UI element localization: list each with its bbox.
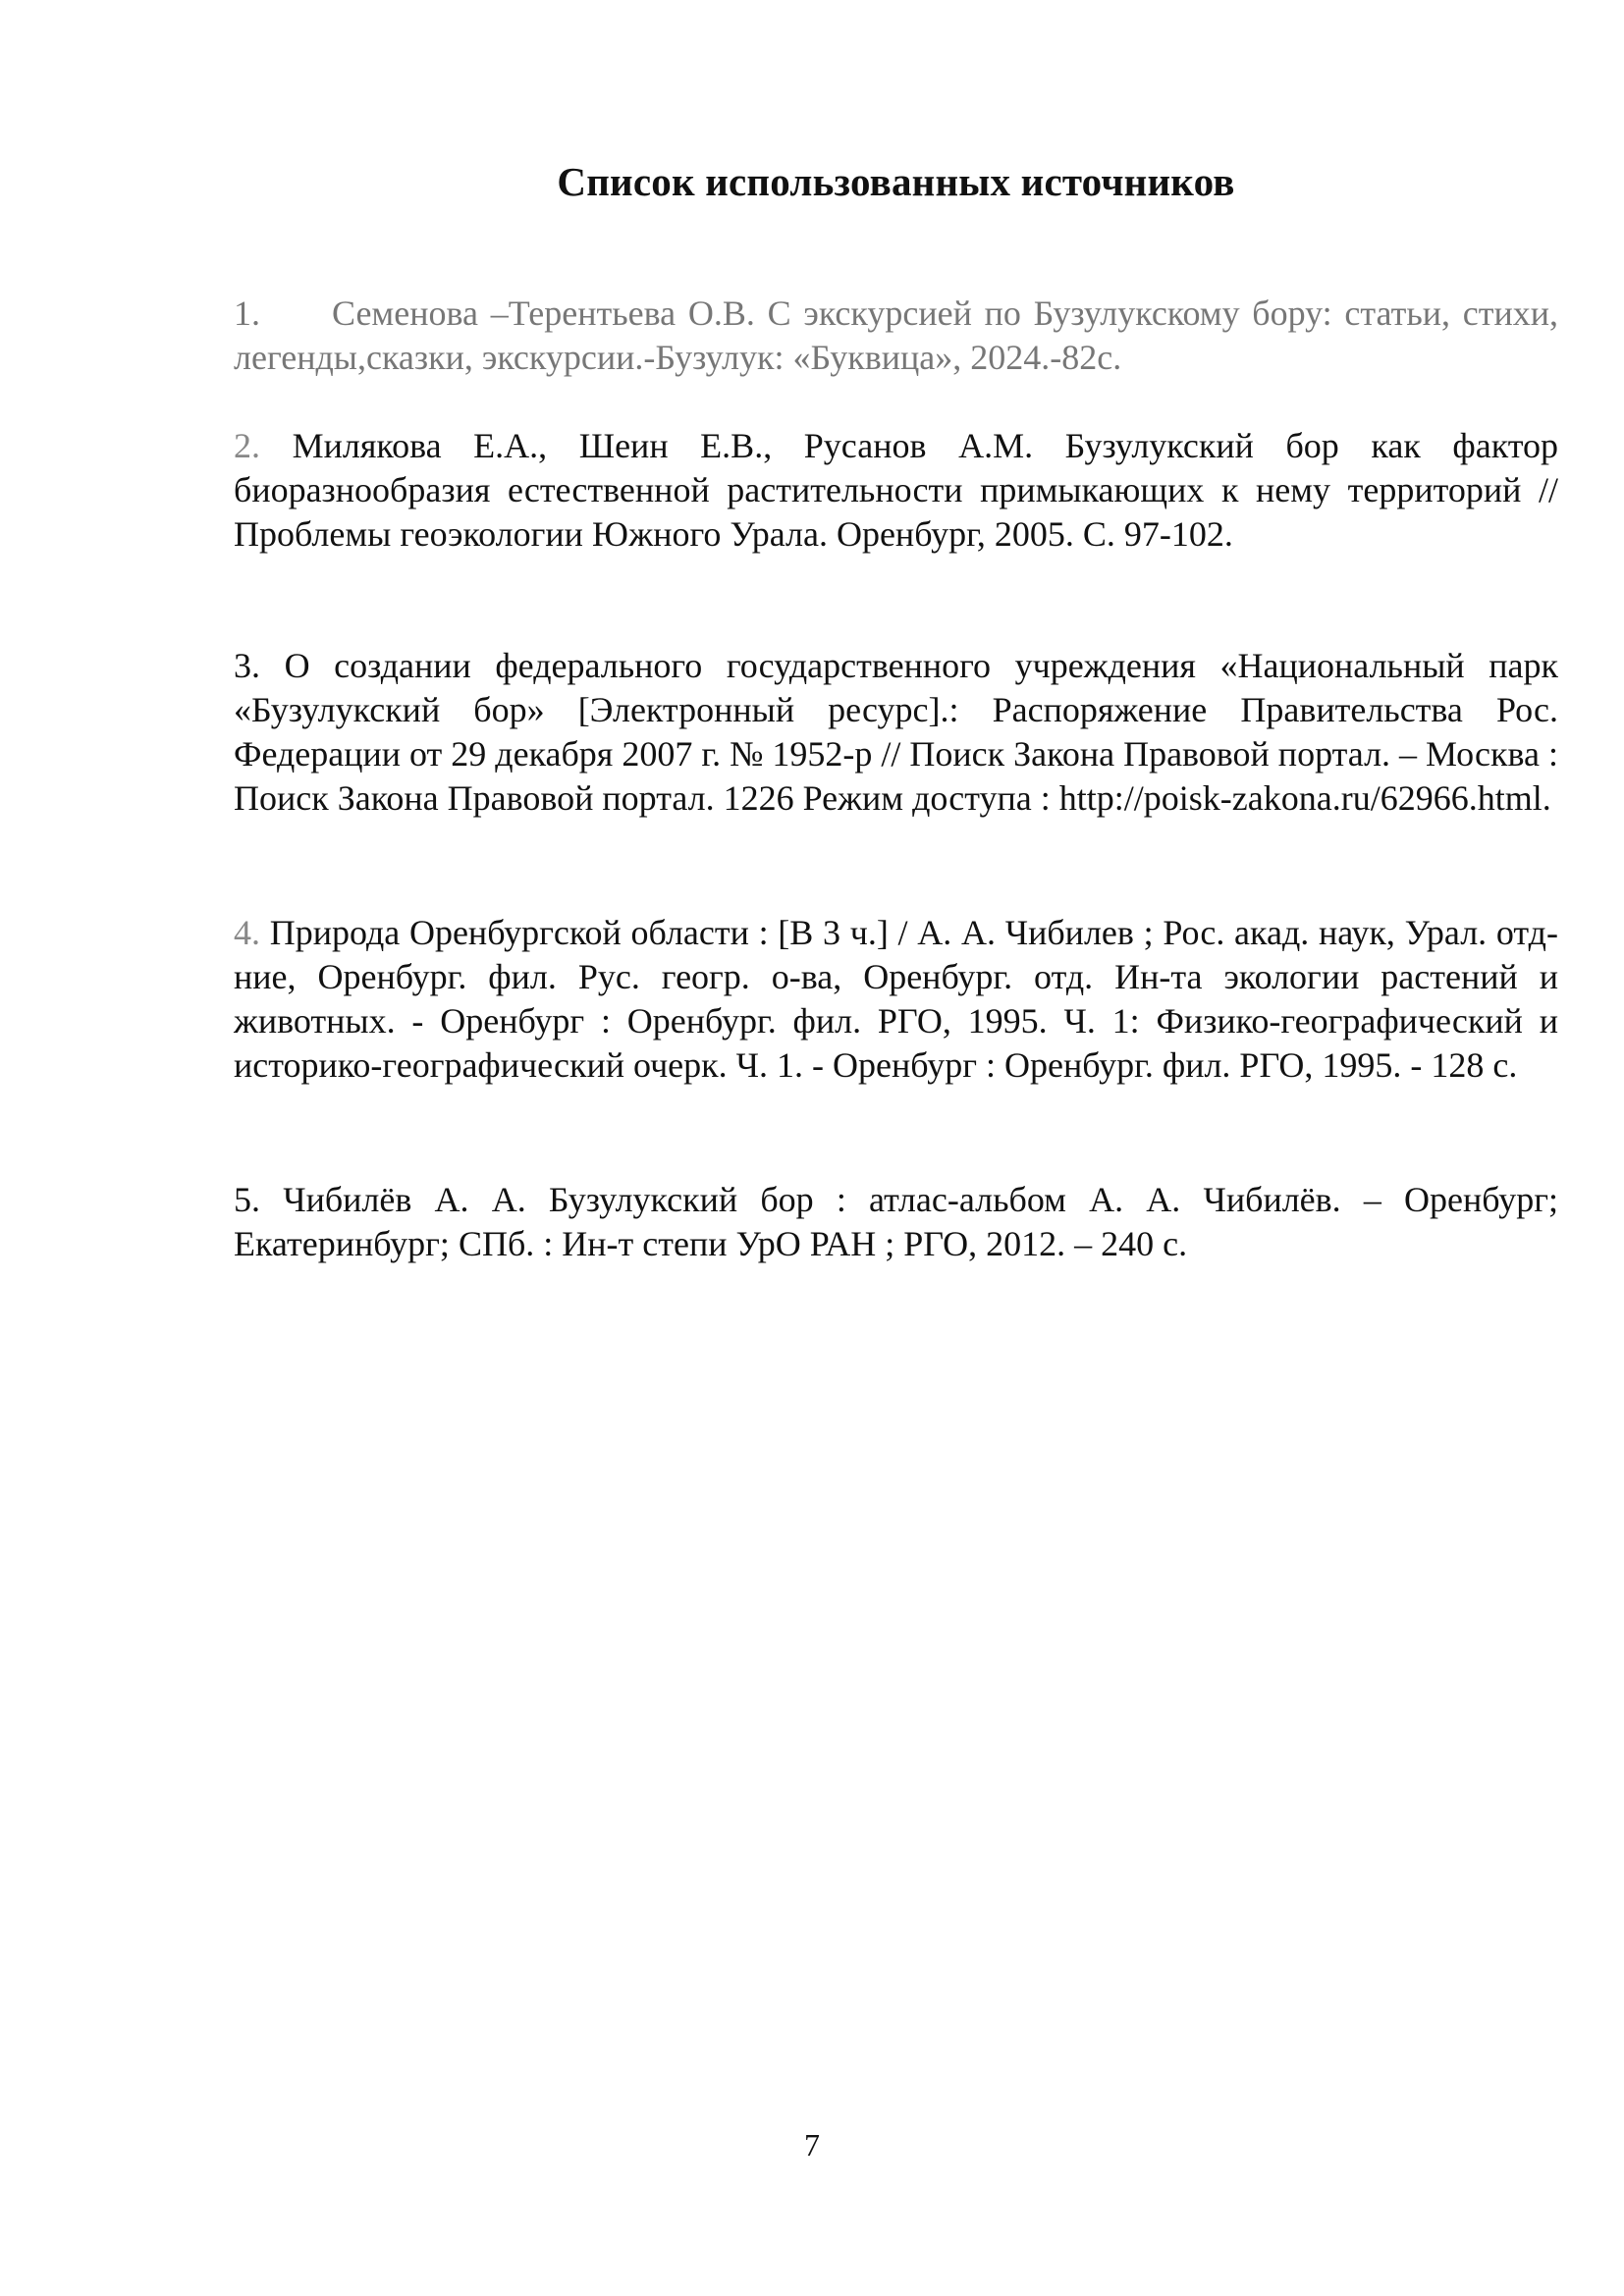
reference-text: Чибилёв А. А. Бузулукский бор : атлас-альбом А. А. Чибилёв. – Оренбург; Екатеринбург; СПб. : Ин-т степи УрО РАН ; РГО, 2012. – 240 с. — [234, 1180, 1558, 1263]
reference-number: 5. — [234, 1180, 260, 1219]
reference-text: Природа Оренбургской области : [В 3 ч.] / А. А. Чибилев ; Рос. акад. наук, Урал. отд-ние, Оренбург. фил. Рус. геогр. о-ва, Оренбург. отд. Ин-та экологии растений и животных. - Оренбург : Оренбург. фил. РГО, 1995. Ч. 1: Физико-географический и историко-географический очерк. Ч. 1. - Оренбург : Оренбург. фил. РГО, 1995. - 128 с. — [234, 913, 1558, 1085]
reference-item-3 — [234, 644, 1558, 821]
reference-item-5 — [234, 1178, 1558, 1266]
reference-item-4 — [234, 911, 1558, 1088]
reference-number: 1. — [234, 294, 260, 333]
reference-text: Милякова Е.А., Шеин Е.В., Русанов А.М. Бузулукский бор как фактор биоразнообразия естественной растительности примыкающих к нему территорий // Проблемы геоэкологии Южного Урала. Оренбург, 2005. С. 97-102. — [234, 426, 1559, 554]
reference-number: 3. — [234, 646, 260, 685]
page-title: Список использованных источников — [557, 159, 1235, 204]
reference-item-2 — [234, 424, 1558, 557]
reference-text: Семенова –Терентьева О.В. С экскурсией по Бузулукскому бору: статьи, стихи, легенды,сказки, экскурсии.-Бузулук: «Буквица», 2024.-82с. — [234, 294, 1558, 377]
reference-number: 4. — [234, 913, 260, 952]
reference-text: О создании федерального государственного учреждения «Национальный парк «Бузулукский бор» [Электронный ресурс].: Распоряжение Правительства Рос. Федерации от 29 декабря 2007 г. № 1952-р // Поиск Закона Правовой портал. – Москва : Поиск Закона Правовой портал. 1226 Режим доступа : http://poisk-zakona.ru/62966.html. — [234, 646, 1559, 818]
reference-item-1 — [234, 292, 1558, 380]
reference-number: 2. — [234, 426, 260, 465]
page-number: 7 — [804, 2127, 820, 2163]
